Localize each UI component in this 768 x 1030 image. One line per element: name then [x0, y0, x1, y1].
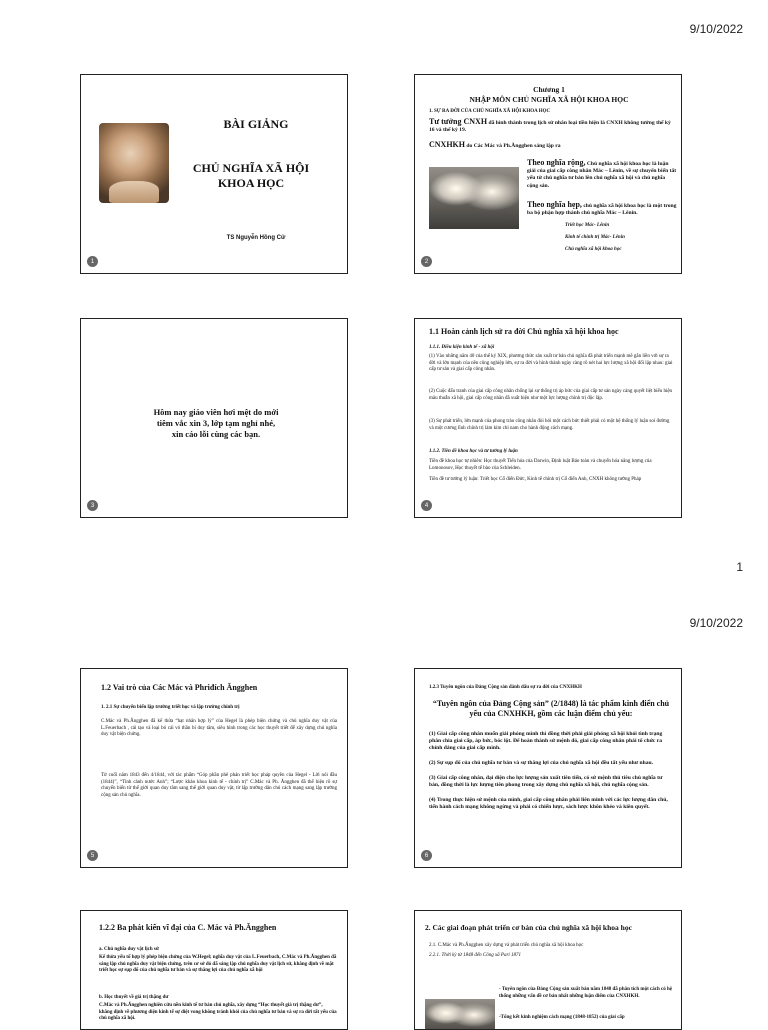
slide-title: “Tuyên ngôn của Đảng Cộng sản” (2/1848) là tác phẩm kinh điển chủ yếu của CNXHKH, gồm các luận điểm chủ yếu: — [432, 699, 670, 718]
slide-title: 1.2.2 Ba phát kiến vĩ đại của C. Mác và Ph.Ăngghen — [99, 923, 277, 932]
paragraph: (3) Giai cấp công nhân, đại diện cho lực lượng sản xuất tiên tiến, có sứ mệnh thủ tiêu chủ nghĩa tư bản, đồng thời là lực lượng tiên phong trong xây dựng chủ nghĩa xã hội, chủ nghĩa cộng sản. — [429, 775, 663, 789]
slide-subtitle: CHỦ NGHĨA XÃ HỘI KHOA HỌC — [192, 161, 310, 190]
paragraph: CNXHKH do Các Mác và Ph.Ăngghen sáng lập ra — [429, 140, 561, 149]
chapter-title: NHẬP MÔN CHỦ NGHĨA XÃ HỘI KHOA HỌC — [469, 95, 629, 104]
page-number: 1 — [736, 560, 743, 574]
slide-title: 1.2 Vai trò của Các Mác và Phriđích Ăngghen — [101, 683, 258, 692]
sub-heading: 2.2.1. Thời kỳ từ 1848 đến Công xã Pari 1871 — [429, 953, 522, 958]
slide-author: TS Nguyễn Hồng Cử — [226, 235, 286, 241]
list-item: Chủ nghĩa xã hội khoa học — [565, 247, 622, 252]
sub-heading: b. Học thuyết về giá trị thặng dư — [99, 995, 169, 1000]
slide-number: 1 — [87, 256, 98, 267]
paragraph: - Tuyên ngôn của Đảng Cộng sản xuất bản năm 1848 đã phân tích một cách có hệ thống những vấn đề cơ bản nhất những luận điểm của CNXHKH. — [499, 987, 672, 999]
slide-7 — [80, 910, 348, 1030]
paragraph: (2) Sự sụp đổ của chủ nghĩa tư bản và sự thắng lợi của chủ nghĩa xã hội đều tất yếu như nhau. — [429, 760, 654, 766]
slide-8 — [414, 910, 682, 1030]
paragraph: Theo nghĩa hẹp, chủ nghĩa xã hội khoa học là một trong ba bộ phận hợp thành chủ nghĩa Mác – Lênin. — [527, 200, 677, 217]
paragraph: C.Mác và Ph.Ăngghen nghiên cứu nền kinh tế tư bản chủ nghĩa, xây dựng “Học thuyết giá trị thặng dư”, khẳng định về phương diện kinh tế sự diệt vong không tránh khỏi của chủ nghĩa tư bản và sự ra đời tất yếu của chủ nghĩa xã hội. — [99, 1003, 337, 1021]
slide-4 — [414, 318, 682, 518]
paragraph: Tư tưởng CNXH đã hình thành trong lịch sử nhân loại tiền hiện là CNXH không tưởng thế kỷ 16 và thế kỷ 19. — [429, 117, 671, 134]
slide-title: BÀI GIẢNG — [223, 117, 289, 131]
slide-1 — [80, 74, 348, 274]
slide-title: 2. Các giai đoạn phát triển cơ bản của chủ nghĩa xã hội khoa học — [425, 923, 632, 932]
slide-number: 2 — [421, 256, 432, 267]
page-date: 9/10/2022 — [689, 22, 743, 36]
hands-globe-image — [99, 123, 169, 203]
slide-5 — [80, 668, 348, 868]
list-item: Kinh tế chính trị Mác- Lênin — [565, 235, 625, 240]
paragraph: Tiền đề tư tưởng lý luận: Triết học Cổ điển Đức, Kinh tế chính trị Cổ điển Anh, CNXH không tưởng Pháp — [429, 477, 642, 482]
paragraph: (1) Giai cấp công nhân muốn giải phóng mình thì đồng thời phải giải phóng xã hội khỏi tình trạng phân chia giai cấp, áp bức, bóc lột. Để hoàn thành sứ mệnh đó, giai cấp công nhân phải tổ chức ra chính đảng của giai cấp mình. — [429, 731, 663, 752]
slide-3 — [80, 318, 348, 518]
chapter-label: Chương 1 — [533, 85, 565, 94]
paragraph: (1) Vào những năm 40 của thế kỷ XIX, phương thức sản xuất tư bản chủ nghĩa đã phát triển mạnh mẽ gắn liền với sự ra đời và lớn mạnh của nền công nghiệp lớn, sự ra đời và hình thành ngày càng rõ nét hai lực lượng xã hội đối lập nhau: giai cấp tư sản và giai cấp công nhân. — [429, 354, 673, 372]
paragraph: Kế thừa yếu tố hợp lý phép biện chứng của W.Hegel; nghĩa duy vật của L.Feuerbach, C.Mác và Ph.Ăngghen đã sáng lập chủ nghĩa duy vật biện chứng, trên cơ sở đó đã sáng lập chủ nghĩa duy vật lịch sử, khẳng định về mặt triết học sự sụp đổ của chủ nghĩa tư bản và sự thắng lợi của chủ nghĩa xã hội — [99, 955, 337, 973]
paragraph: -Tổng kết kinh nghiệm cách mạng (1848-1852) của giai cấp — [499, 1015, 625, 1020]
paragraph: Theo nghĩa rộng, Chủ nghĩa xã hội khoa học là luận giải của giai cấp công nhân Mác – Lênin, về sự chuyển biến tất yếu từ chủ nghĩa tư bản lên chủ nghĩa xã hội và chủ nghĩa cộng sản. — [527, 158, 677, 189]
sub-heading: a. Chủ nghĩa duy vật lịch sử — [99, 947, 159, 952]
sub-heading: 1. 2.1 Sự chuyển biến lập trường triết học và lập trường chính trị — [101, 705, 240, 710]
slide-2 — [414, 74, 682, 274]
slide-title: 1.1 Hoàn cảnh lịch sử ra đời Chủ nghĩa xã hội khoa học — [429, 327, 619, 336]
list-item: Triết học Mác- Lênin — [565, 223, 610, 228]
slide-message: Hôm nay giáo viên hơi mệt do mới tiêm vắc xin 3, lớp tạm nghỉ nhé, xin cáo lỗi cùng các bạn. — [153, 407, 279, 439]
sub-heading: 1.1.1. Điều kiện kinh tế - xã hội — [429, 345, 495, 350]
paragraph: (4) Trong thực hiện sứ mệnh của mình, giai cấp công nhân phải liên minh với các lực lượng dân chủ, tiến hành cách mạng không ngừng và phải có chiến lược, sách lược khôn khéo và kiên quyết. — [429, 797, 668, 811]
paragraph: (2) Cuộc đấu tranh của giai cấp công nhân chống lại sự thống trị áp bức của giai cấp tư sản ngày càng quyết liệt biểu hiện mâu thuẫn xã hội, giai cấp công nhân đã xuất hiện như một lực lượng chính trị độc lập. — [429, 389, 673, 401]
slide-number: 3 — [87, 500, 98, 511]
sub-heading: 1.2.3 Tuyên ngôn của Đảng Cộng sản đánh dấu sự ra đời của CNXHKH — [429, 685, 582, 690]
page-date: 9/10/2022 — [689, 616, 743, 630]
sub-heading: 1.1.2. Tiền đề khoa học và tư tưởng lý luận — [429, 449, 518, 454]
slide-6 — [414, 668, 682, 868]
sub-heading: 2.1. C.Mác và Ph.Ăngghen xây dựng và phát triển chủ nghĩa xã hội khoa học — [429, 943, 584, 948]
slide-number: 6 — [421, 850, 432, 861]
paragraph: Từ cuối năm 1843 đến 4/1844, với tác phẩm “Góp phần phê phán triết học pháp quyền của Hegel - Lời nói đầu (1844)”, “Tình cảnh nước Anh”; “Lược khảo khoa kinh tế - chính trị” C.Mác và Ph. Ăngghen đã thể hiện rõ sự chuyển biến từ thế giới quan duy tâm sang thế giới quan duy vật, từ lập trường dân chủ cách mạng sang lập trường cộng sản chủ nghĩa. — [101, 773, 337, 798]
marx-engels-image — [429, 167, 519, 229]
paragraph: Tiền đề khoa học tự nhiên: Học thuyết Tiến hóa của Darwin, Định luật Bảo toàn và chuyển hóa năng lượng của Lomonosov, Học thuyết tế bào của Schleiden. — [429, 459, 652, 471]
paragraph: C.Mác và Ph.Ăngghen đã kế thừa “hạt nhân hợp lý” của Hegel là phép biện chứng và chủ nghĩa duy vật của L.Feuerbach , cải tạo và loại bỏ cái vỏ thần bí duy tâm, siêu hình trong các học thuyết triết để xây dựng chủ nghĩa duy vật biện chứng. — [101, 719, 337, 737]
marx-engels-image — [425, 999, 495, 1030]
slide-number: 5 — [87, 850, 98, 861]
slide-number: 4 — [421, 500, 432, 511]
section-heading: 1. SỰ RA ĐỜI CỦA CHỦ NGHĨA XÃ HỘI KHOA HỌC — [429, 109, 551, 114]
paragraph: (3) Sự phát triển, lớn mạnh của phong trào công nhân đòi hỏi một cách bức thiết phải có một hệ thống lý luận soi đường và một cương lĩnh chính trị làm kim chỉ nam cho hành động cách mạng. — [429, 419, 670, 431]
